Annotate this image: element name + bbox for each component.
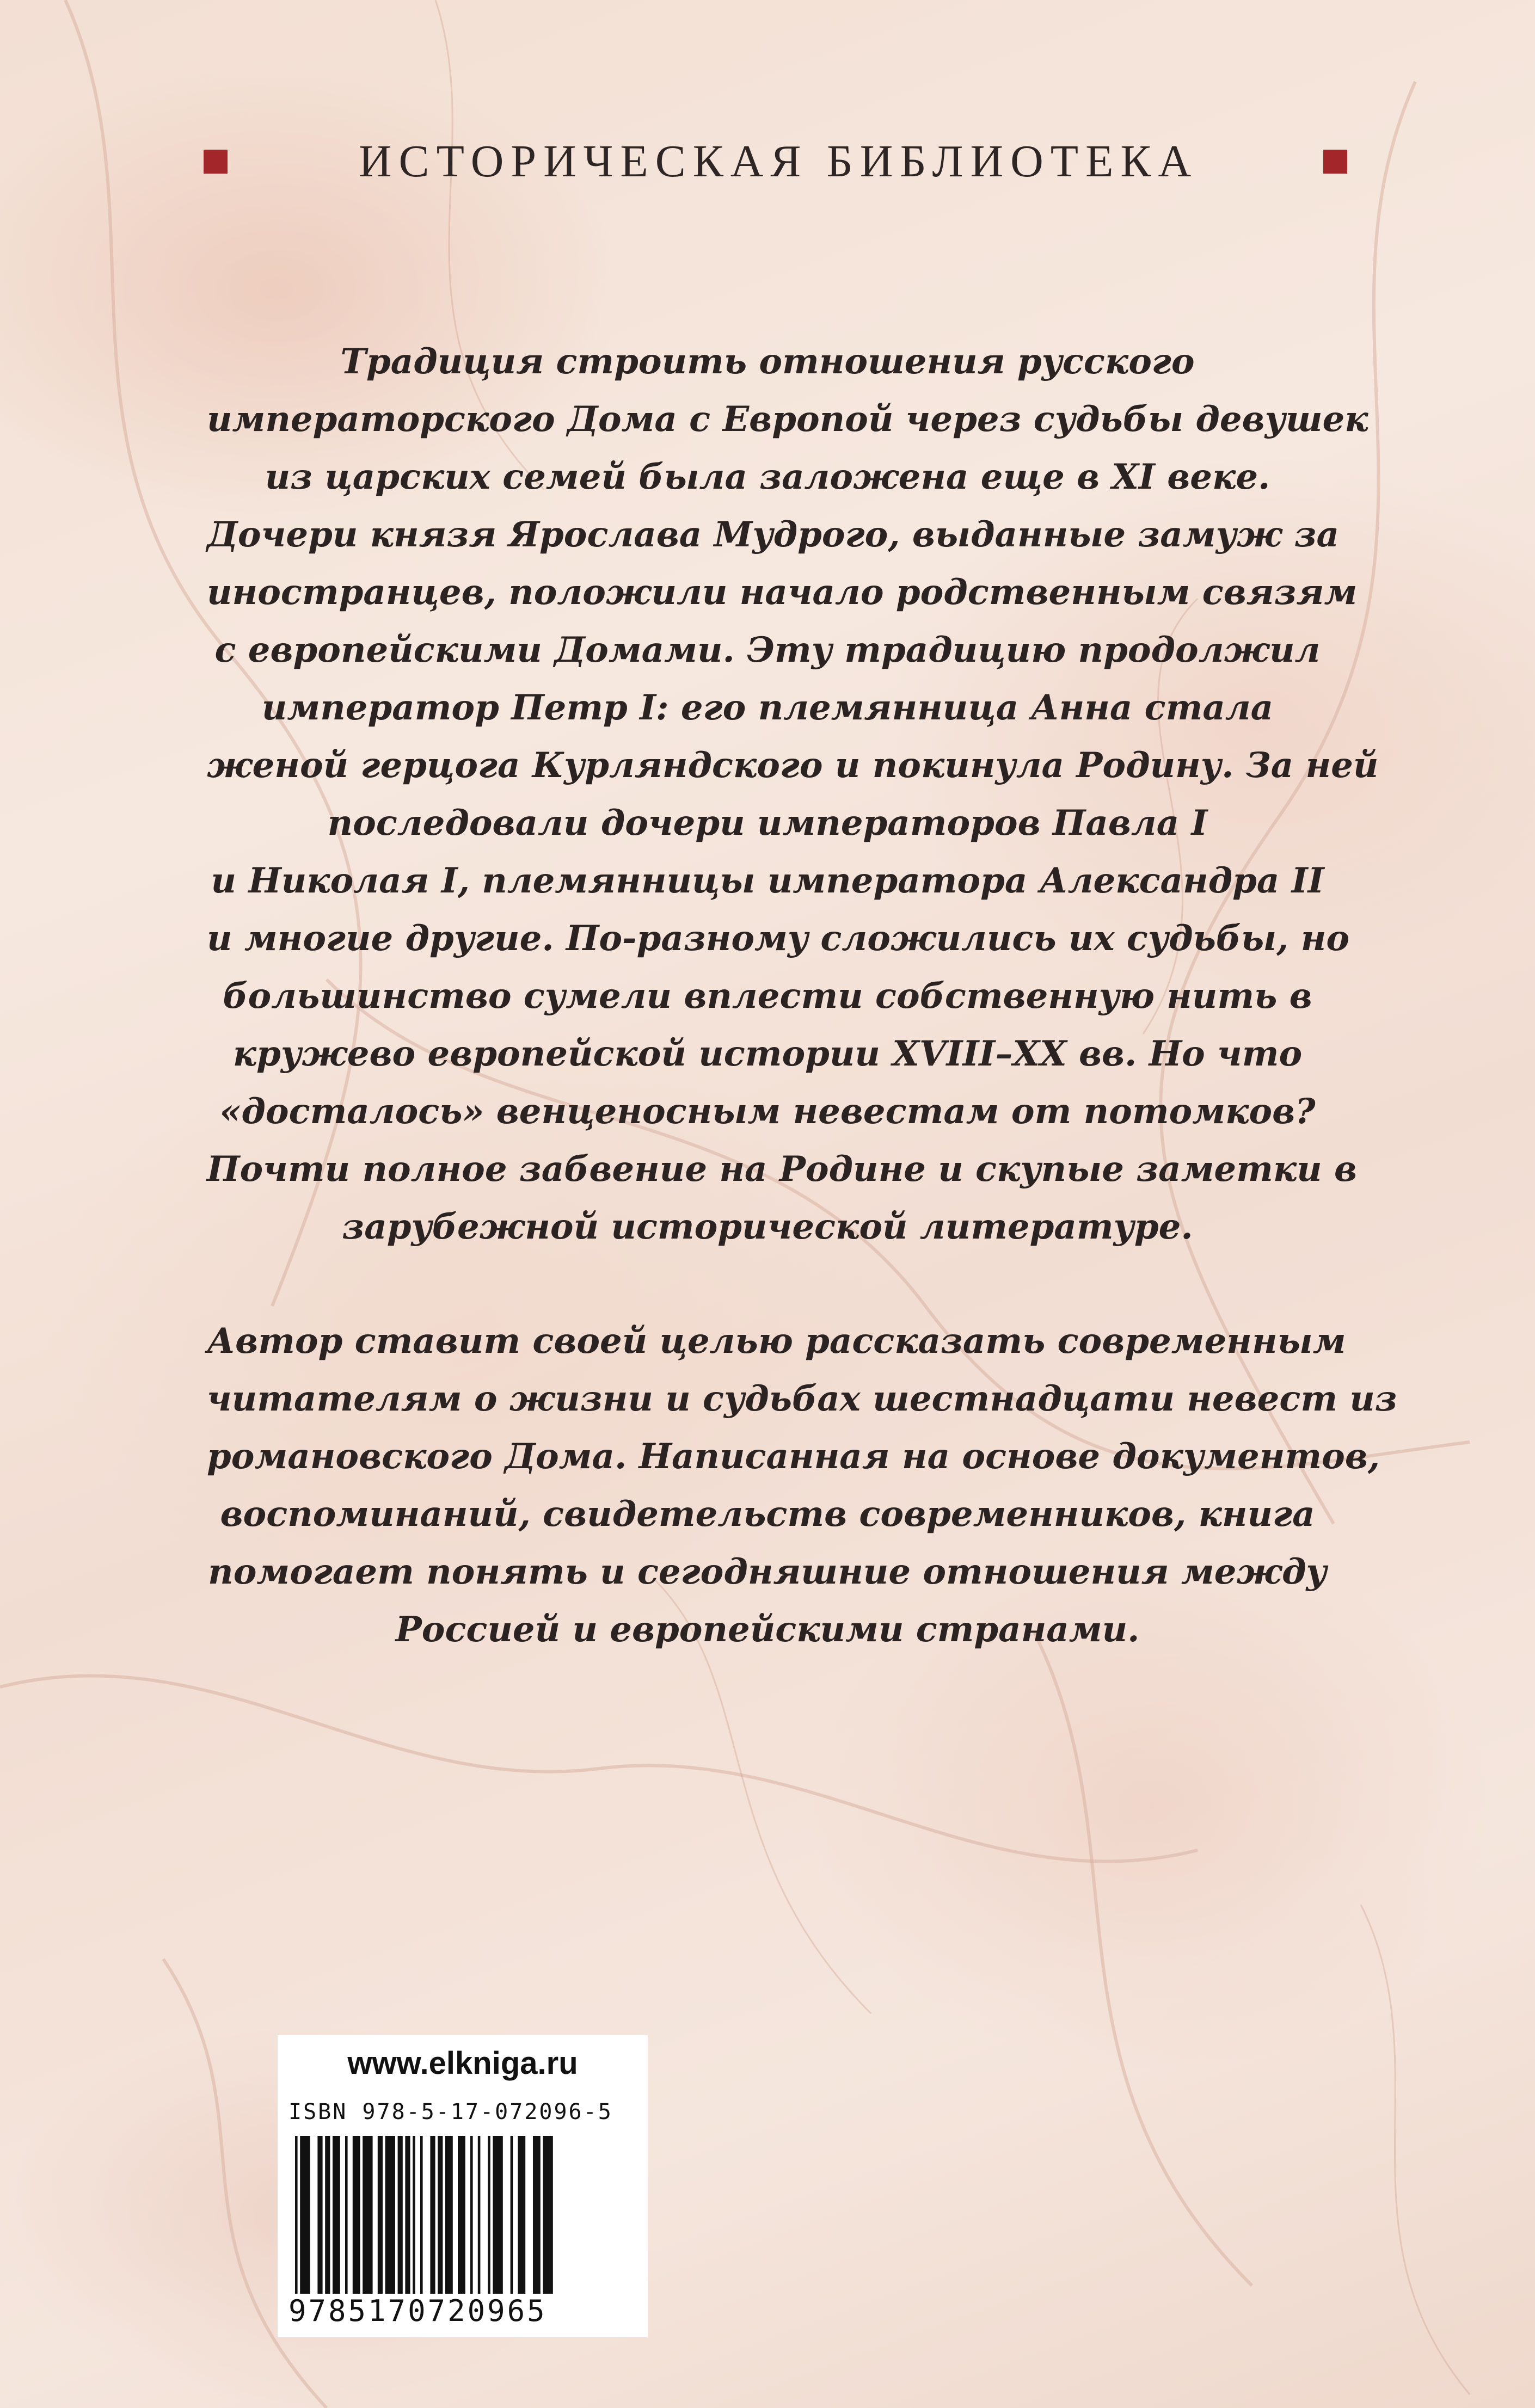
barcode-bar bbox=[420, 2136, 423, 2294]
barcode-bar bbox=[518, 2136, 525, 2294]
series-marker-left bbox=[204, 150, 228, 174]
blurb-line: воспоминаний, свидетельств современников, книга bbox=[220, 1494, 1315, 1535]
blurb-line: последовали дочери императоров Павла I bbox=[327, 803, 1208, 843]
blurb-line: романовского Дома. Написанная на основе документов, bbox=[207, 1436, 1380, 1477]
blurb-line: Россией и европейскими странами. bbox=[395, 1609, 1140, 1650]
barcode-bar bbox=[413, 2136, 415, 2294]
blurb-line: Автор ставит своей целью рассказать современным bbox=[207, 1321, 1346, 1362]
barcode-bar bbox=[353, 2136, 360, 2294]
blurb-line: помогает понять и сегодняшние отношения между bbox=[208, 1551, 1327, 1592]
blurb-line: Традиция строить отношения русского bbox=[340, 341, 1195, 382]
barcode-bar bbox=[300, 2136, 310, 2294]
barcode-bar bbox=[511, 2136, 513, 2294]
blurb-line: и многие другие. По-разному сложились их судьбы, но bbox=[207, 918, 1350, 959]
blurb-line: иностранцев, положили начало родственным связям bbox=[207, 572, 1358, 613]
barcode-bar bbox=[325, 2136, 330, 2294]
blurb-paragraph-1 bbox=[207, 333, 1379, 1256]
barcode-bar bbox=[470, 2136, 473, 2294]
barcode-bar bbox=[458, 2136, 465, 2294]
barcode-bar bbox=[543, 2136, 552, 2294]
blurb-paragraph-2 bbox=[207, 1313, 1397, 1659]
series-title: ИСТОРИЧЕСКАЯ БИБЛИОТЕКА bbox=[358, 136, 1199, 187]
blurb-line: с европейскими Домами. Эту традицию продолжил bbox=[214, 630, 1321, 670]
blurb-line: «досталось» венценосным невестам от потомков? bbox=[219, 1091, 1316, 1132]
barcode-bar bbox=[488, 2136, 490, 2294]
barcode-bar bbox=[317, 2136, 322, 2294]
barcode-panel bbox=[278, 2035, 648, 2337]
blurb-line: Дочери князя Ярослава Мудрого, выданные замуж за bbox=[207, 514, 1339, 555]
blurb-line: большинство сумели вплести собственную нить в bbox=[223, 976, 1312, 1017]
series-header bbox=[0, 133, 1535, 193]
barcode-bar bbox=[533, 2136, 541, 2294]
blurb-line: император Петр I: его племянница Анна стала bbox=[261, 687, 1274, 728]
barcode-bar bbox=[438, 2136, 443, 2294]
blurb-line: женой герцога Курляндского и покинула Родину. За ней bbox=[207, 745, 1379, 786]
publisher-url[interactable]: www.elkniga.ru bbox=[347, 2046, 578, 2081]
barcode-bar bbox=[345, 2136, 348, 2294]
blurb-line: императорского Дома с Европой через судьбы девушек bbox=[207, 399, 1368, 440]
barcode-bar bbox=[398, 2136, 403, 2294]
blurb-line: кружево европейской истории XVIII–XX вв. Но что bbox=[232, 1033, 1303, 1074]
barcode-bar bbox=[430, 2136, 435, 2294]
ean-digits: 9785170720965 bbox=[288, 2294, 547, 2328]
barcode-bar bbox=[385, 2136, 395, 2294]
blurb-line: Почти полное забвение на Родине и скупые заметки в bbox=[207, 1149, 1357, 1190]
barcode-bar bbox=[333, 2136, 340, 2294]
barcode-image bbox=[288, 2136, 637, 2294]
barcode-bar bbox=[493, 2136, 502, 2294]
barcode-bar bbox=[295, 2136, 298, 2294]
barcode-bar bbox=[478, 2136, 481, 2294]
isbn-number: ISBN 978-5-17-072096-5 bbox=[288, 2099, 613, 2124]
barcode-bar bbox=[405, 2136, 410, 2294]
blurb-line: из царских семей была заложена еще в XI веке. bbox=[265, 457, 1270, 497]
barcode-bar bbox=[445, 2136, 453, 2294]
barcode-bar bbox=[378, 2136, 383, 2294]
blurb-line: и Николая I, племянницы императора Александра II bbox=[211, 860, 1324, 901]
series-marker-right bbox=[1323, 150, 1347, 174]
blurb-line: читателям о жизни и судьбах шестнадцати невест из bbox=[207, 1378, 1397, 1419]
barcode-bar bbox=[363, 2136, 372, 2294]
blurb-line: зарубежной исторической литературе. bbox=[342, 1206, 1193, 1247]
